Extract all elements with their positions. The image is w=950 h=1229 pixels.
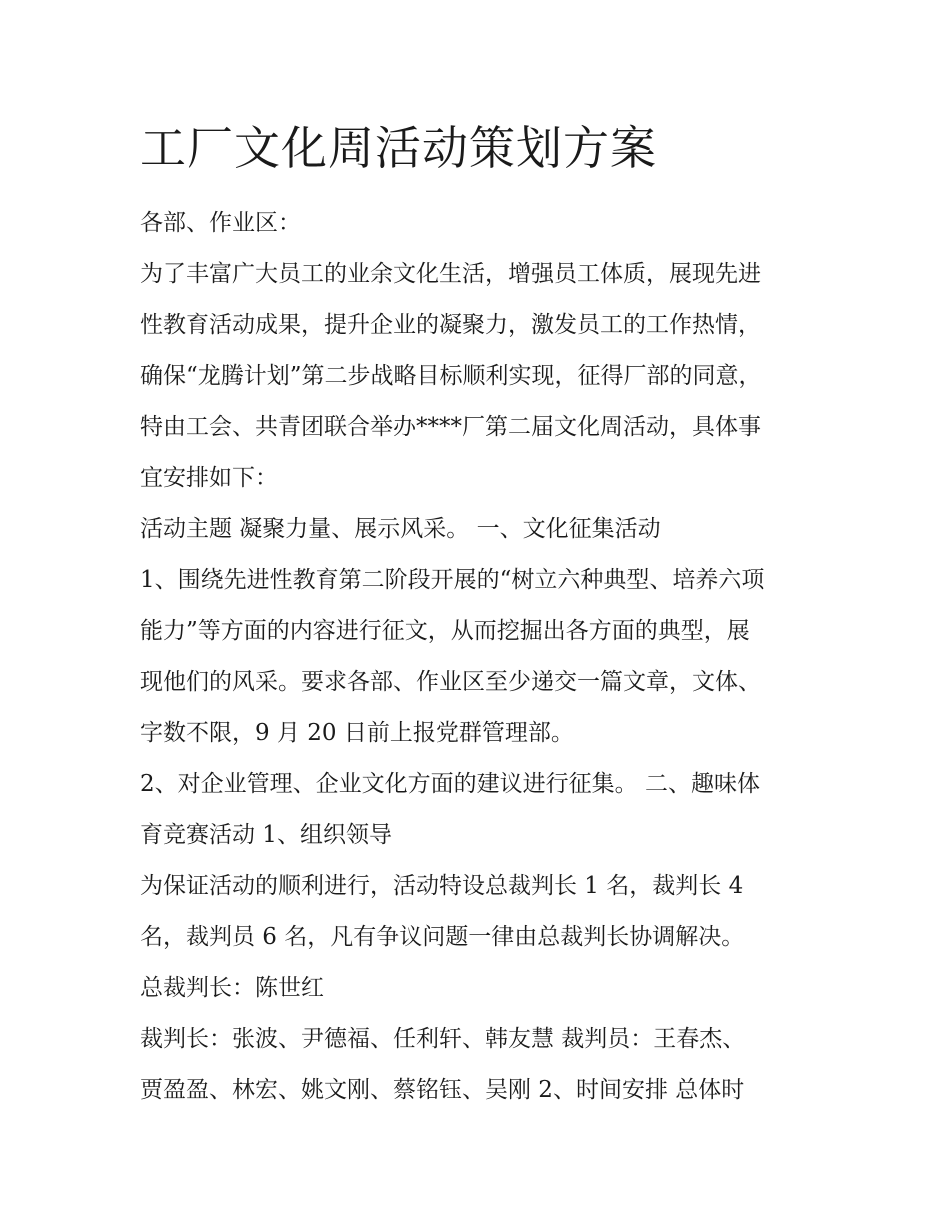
- body-line: 能力”等方面的内容进行征文，从而挖掘出各方面的典型，展: [140, 618, 750, 644]
- body-line: 育竞赛活动 1、组织领导: [140, 822, 392, 848]
- body-line: 现他们的风采。要求各部、作业区至少递交一篇文章，文体、: [140, 669, 761, 695]
- body-line: 字数不限，9 月 20 日前上报党群管理部。: [140, 720, 574, 746]
- document-body: [140, 198, 820, 1116]
- body-line: 为了丰富广大员工的业余文化生活，增强员工体质，展现先进: [140, 261, 761, 287]
- body-line: 总裁判长：陈世红: [140, 975, 324, 1001]
- body-line: 贾盈盈、林宏、姚文刚、蔡铭钰、吴刚 2、时间安排 总体时: [140, 1077, 745, 1103]
- body-line: 特由工会、共青团联合举办****厂第二届文化周活动，具体事: [140, 414, 761, 440]
- body-line: 活动主题 凝聚力量、展示风采。 一、文化征集活动: [140, 516, 661, 542]
- body-line: 宜安排如下：: [140, 465, 278, 491]
- body-line: 名，裁判员 6 名，凡有争议问题一律由总裁判长协调解决。: [140, 924, 745, 950]
- body-line: 裁判长：张波、尹德福、任利轩、韩友慧 裁判员：王春杰、: [140, 1026, 746, 1052]
- body-line: 为保证活动的顺利进行，活动特设总裁判长 1 名，裁判长 4: [140, 873, 744, 899]
- body-line: 性教育活动成果，提升企业的凝聚力，激发员工的工作热情，: [140, 312, 761, 338]
- body-line: 确保“龙腾计划”第二步战略目标顺利实现，征得厂部的同意，: [140, 363, 762, 389]
- body-line: 2、对企业管理、企业文化方面的建议进行征集。 二、趣味体: [140, 771, 760, 797]
- document-title: 工厂文化周活动策划方案: [140, 121, 657, 175]
- body-line: 各部、作业区：: [140, 210, 301, 236]
- body-line: 1、围绕先进性教育第二阶段开展的“树立六种典型、培养六项: [140, 567, 765, 593]
